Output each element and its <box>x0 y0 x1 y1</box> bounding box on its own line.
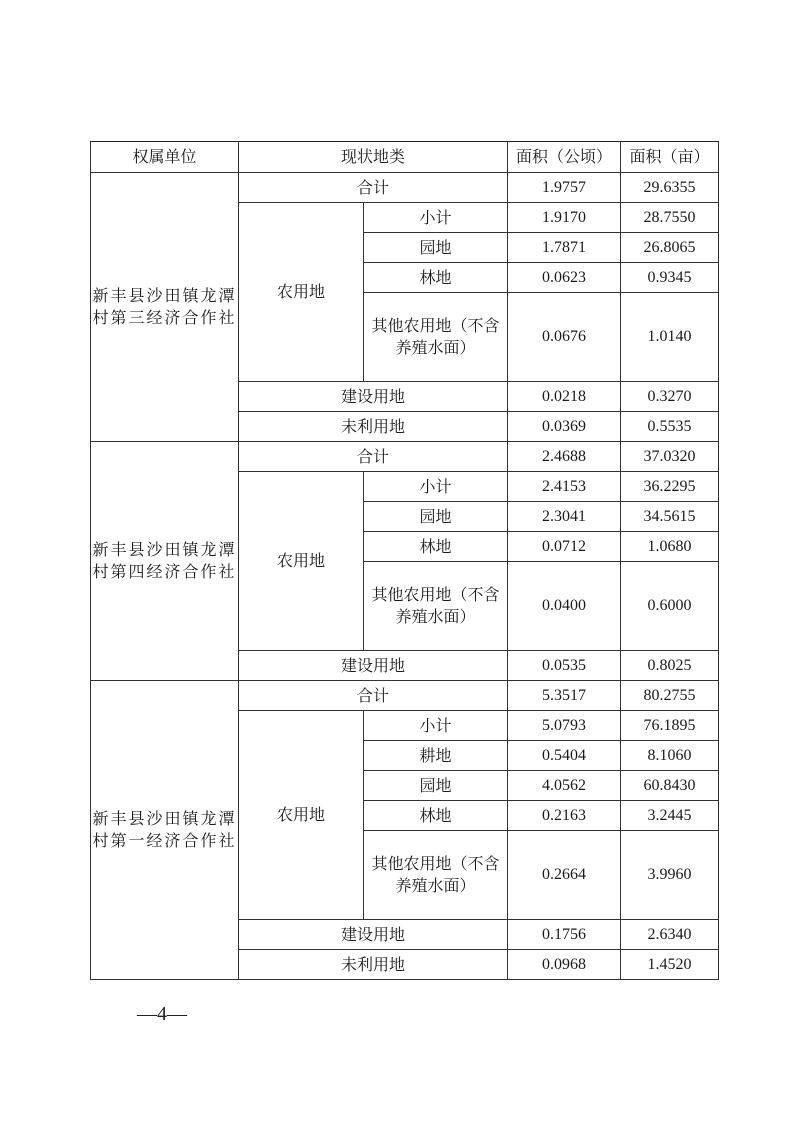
agri-label: 农用地 <box>239 711 364 920</box>
row-label: 其他农用地（不含养殖水面） <box>364 562 508 651</box>
row-mu: 0.8025 <box>621 651 719 681</box>
total-label: 合计 <box>239 442 508 472</box>
total-label: 合计 <box>239 173 508 203</box>
row-label: 园地 <box>364 502 508 532</box>
agri-label: 农用地 <box>239 472 364 651</box>
header-area-ha: 面积（公顷） <box>508 142 621 173</box>
row-mu: 36.2295 <box>621 472 719 502</box>
row-label: 其他农用地（不含养殖水面） <box>364 293 508 382</box>
row-label: 小计 <box>364 472 508 502</box>
row-label: 耕地 <box>364 741 508 771</box>
page-number: —4— <box>137 1003 187 1025</box>
row-label: 小计 <box>364 711 508 741</box>
row-label: 小计 <box>364 203 508 233</box>
row-mu: 0.6000 <box>621 562 719 651</box>
total-mu: 80.2755 <box>621 681 719 711</box>
row-ha: 0.0400 <box>508 562 621 651</box>
row-ha: 0.1756 <box>508 920 621 950</box>
row-mu: 0.5535 <box>621 412 719 442</box>
row-ha: 2.3041 <box>508 502 621 532</box>
row-label: 林地 <box>364 532 508 562</box>
row-mu: 1.4520 <box>621 950 719 980</box>
owner-group-1 <box>91 681 719 980</box>
row-label: 建设用地 <box>239 651 508 681</box>
row-label: 未利用地 <box>239 950 508 980</box>
row-mu: 8.1060 <box>621 741 719 771</box>
row-mu: 0.9345 <box>621 263 719 293</box>
row-mu: 76.1895 <box>621 711 719 741</box>
header-area-mu: 面积（亩） <box>621 142 719 173</box>
owner-name: 新丰县沙田镇龙潭村第三经济合作社 <box>91 173 239 442</box>
row-ha: 0.2664 <box>508 831 621 920</box>
table-row <box>91 681 719 711</box>
total-mu: 37.0320 <box>621 442 719 472</box>
owner-group-3 <box>91 173 719 442</box>
header-land-type: 现状地类 <box>239 142 508 173</box>
owner-name: 新丰县沙田镇龙潭村第一经济合作社 <box>91 681 239 980</box>
row-mu: 26.8065 <box>621 233 719 263</box>
total-mu: 29.6355 <box>621 173 719 203</box>
row-label: 林地 <box>364 801 508 831</box>
total-ha: 5.3517 <box>508 681 621 711</box>
row-mu: 60.8430 <box>621 771 719 801</box>
row-label: 未利用地 <box>239 412 508 442</box>
row-mu: 28.7550 <box>621 203 719 233</box>
row-ha: 0.0968 <box>508 950 621 980</box>
land-area-table <box>90 141 719 980</box>
row-mu: 0.3270 <box>621 382 719 412</box>
total-ha: 1.9757 <box>508 173 621 203</box>
row-ha: 0.0712 <box>508 532 621 562</box>
row-ha: 2.4153 <box>508 472 621 502</box>
row-mu: 2.6340 <box>621 920 719 950</box>
row-mu: 1.0140 <box>621 293 719 382</box>
row-ha: 1.9170 <box>508 203 621 233</box>
row-label: 园地 <box>364 233 508 263</box>
row-label: 林地 <box>364 263 508 293</box>
row-ha: 5.0793 <box>508 711 621 741</box>
header-owner: 权属单位 <box>91 142 239 173</box>
row-label: 其他农用地（不含养殖水面） <box>364 831 508 920</box>
row-ha: 1.7871 <box>508 233 621 263</box>
row-ha: 4.0562 <box>508 771 621 801</box>
row-ha: 0.0369 <box>508 412 621 442</box>
row-label: 园地 <box>364 771 508 801</box>
row-ha: 0.2163 <box>508 801 621 831</box>
row-ha: 0.0535 <box>508 651 621 681</box>
row-mu: 3.9960 <box>621 831 719 920</box>
table-row <box>91 173 719 203</box>
agri-label: 农用地 <box>239 203 364 382</box>
row-ha: 0.0623 <box>508 263 621 293</box>
table-header-row <box>91 142 719 173</box>
row-label: 建设用地 <box>239 382 508 412</box>
row-ha: 0.0676 <box>508 293 621 382</box>
total-label: 合计 <box>239 681 508 711</box>
table-row <box>91 442 719 472</box>
row-mu: 1.0680 <box>621 532 719 562</box>
row-mu: 3.2445 <box>621 801 719 831</box>
row-ha: 0.0218 <box>508 382 621 412</box>
row-ha: 0.5404 <box>508 741 621 771</box>
row-label: 建设用地 <box>239 920 508 950</box>
total-ha: 2.4688 <box>508 442 621 472</box>
owner-name: 新丰县沙田镇龙潭村第四经济合作社 <box>91 442 239 681</box>
owner-group-4 <box>91 442 719 681</box>
row-mu: 34.5615 <box>621 502 719 532</box>
